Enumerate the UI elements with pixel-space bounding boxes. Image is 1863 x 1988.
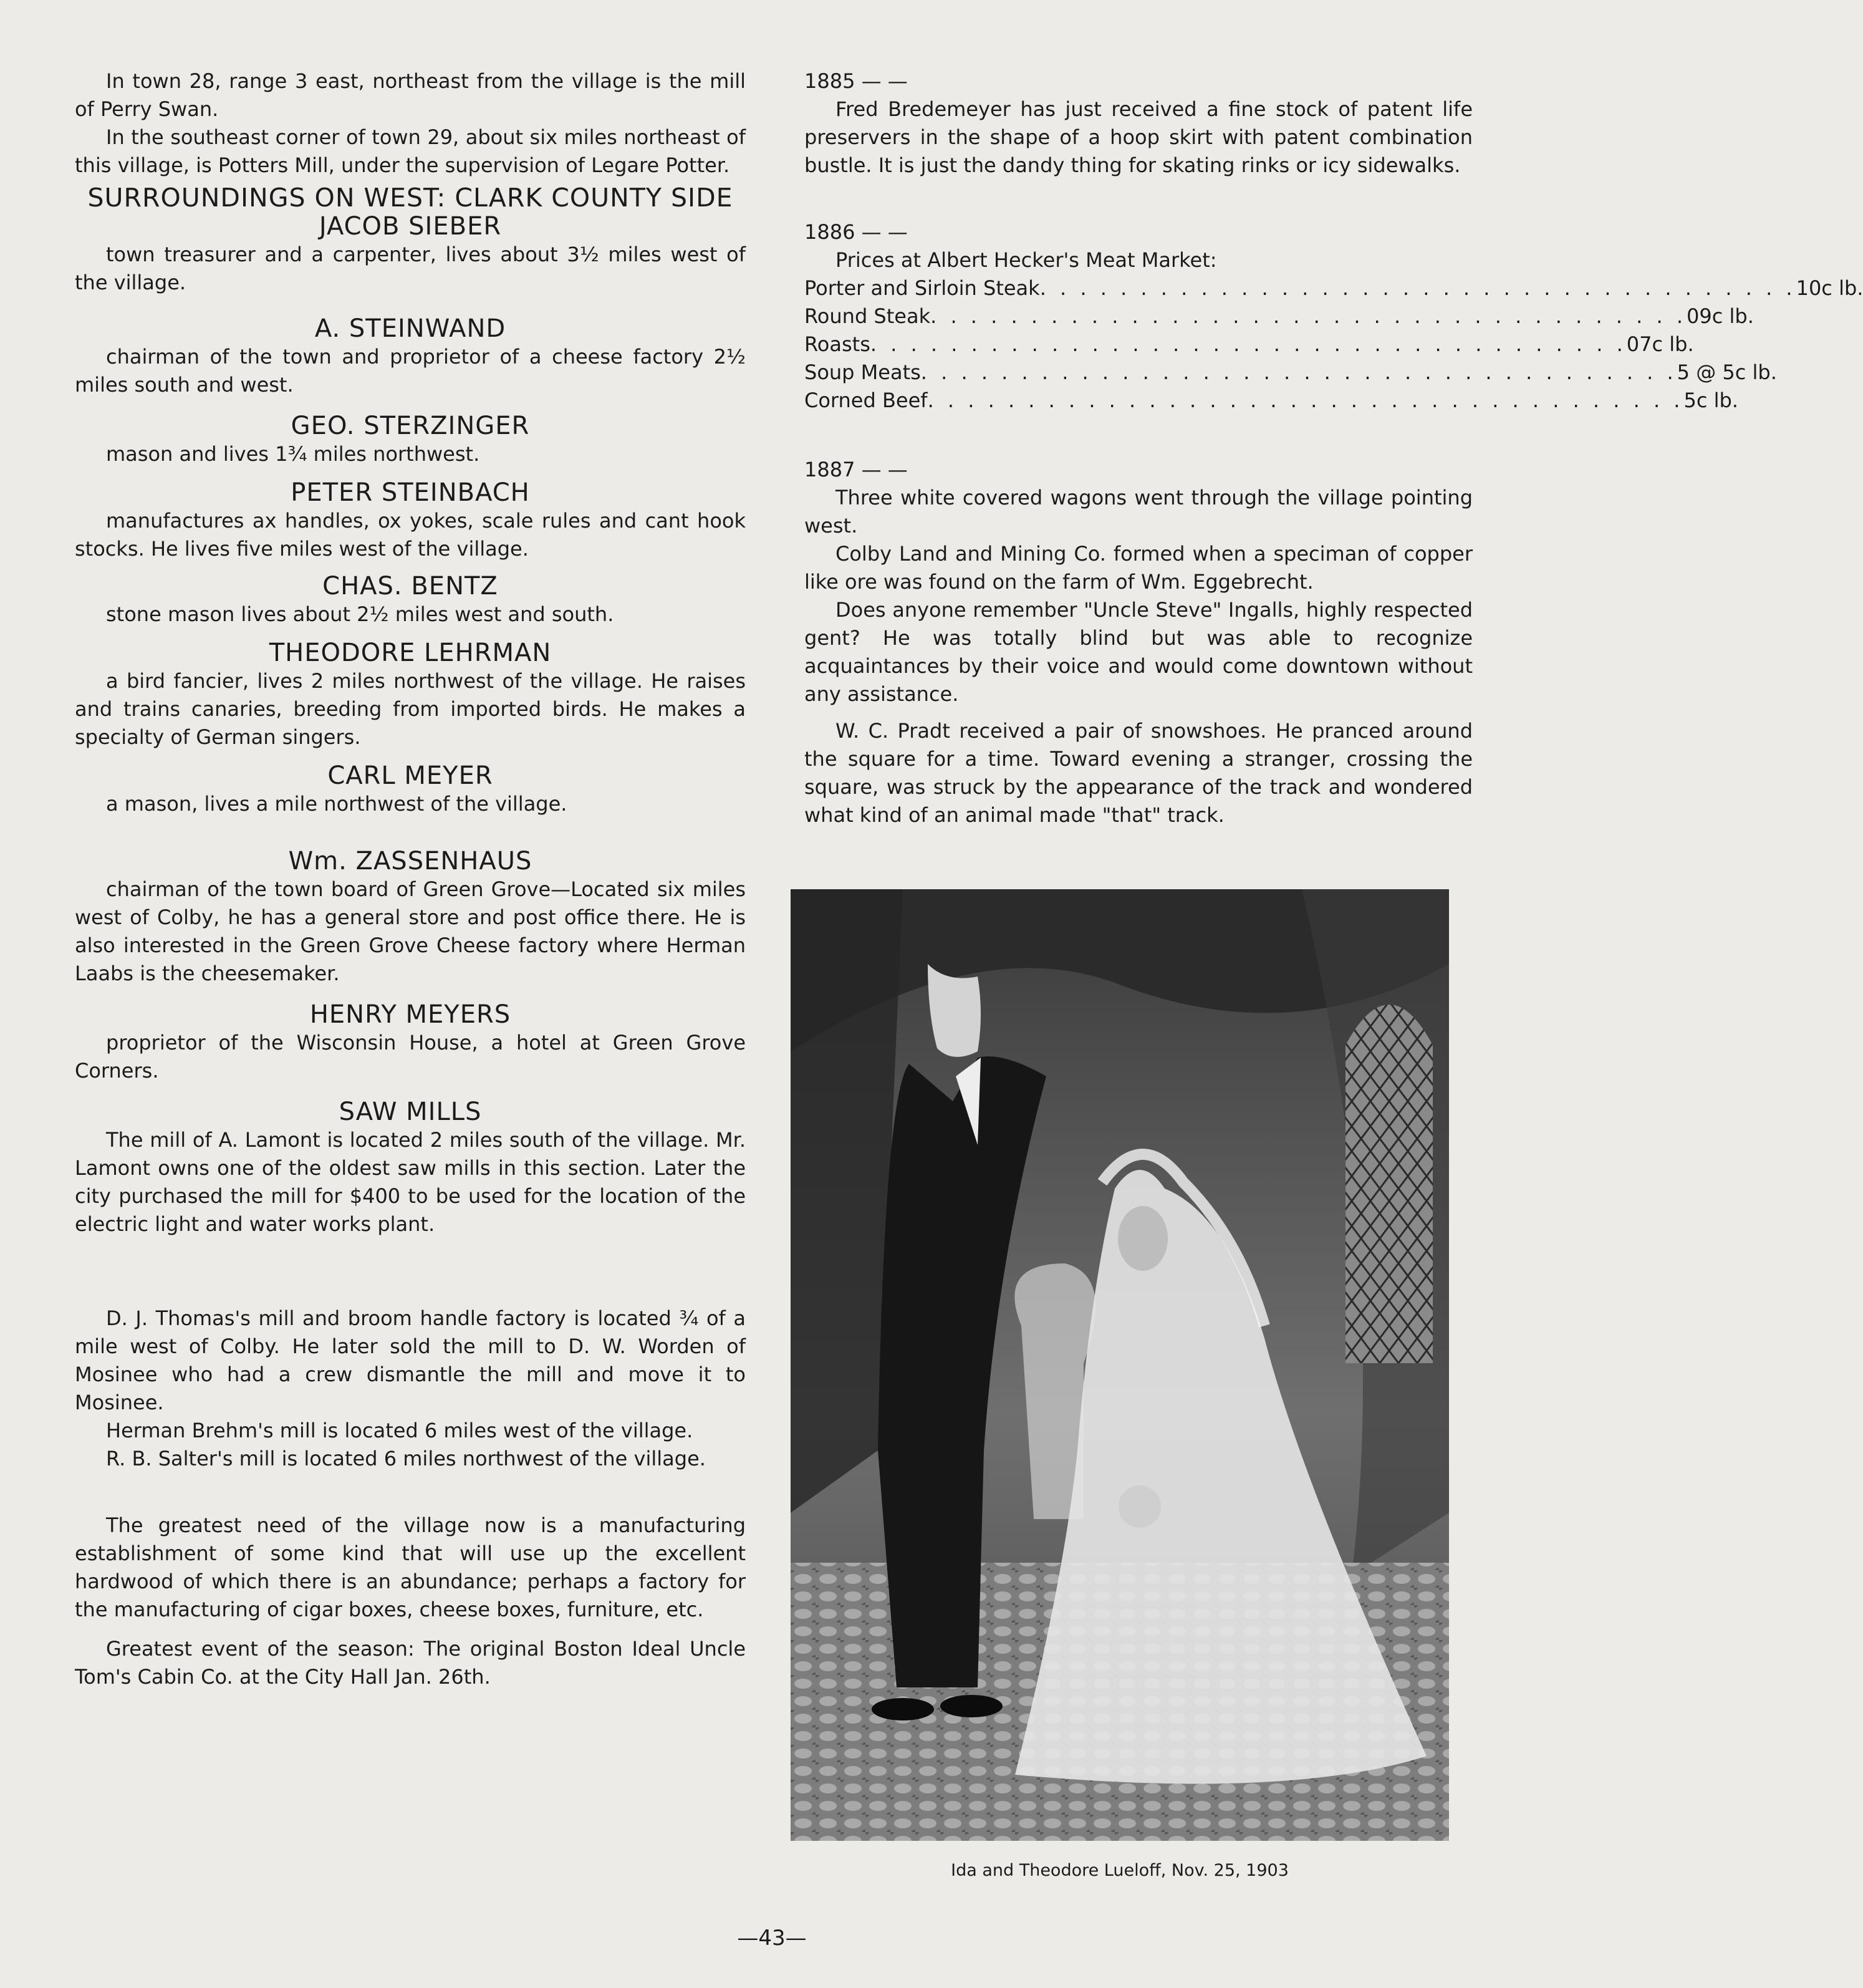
leader-dots: . . . . . . . . . . . . . . . . . . . . . . . . . . . . . . . . . . . . . . xyxy=(927,388,1684,412)
paragraph-1887: Colby Land and Mining Co. formed when a speciman of copper like ore was found on the farm of Wm. Eggebrecht. xyxy=(804,542,1473,594)
photo-caption: Ida and Theodore Lueloff, Nov. 25, 1903 xyxy=(951,1861,1289,1880)
entry-name: Wm. ZASSENHAUS xyxy=(288,847,532,876)
entry-name: CHAS. BENTZ xyxy=(322,572,498,601)
year-heading-1885: 1885 — — xyxy=(804,69,908,93)
price-item: Porter and Sirloin Steak xyxy=(804,276,1040,300)
year-heading-1886: 1886 — — xyxy=(804,220,908,244)
entry-text: a mason, lives a mile northwest of the village. xyxy=(106,792,567,816)
wedding-photo-illustration xyxy=(791,889,1449,1841)
entry-text: proprietor of the Wisconsin House, a hotel at Green Grove Corners. xyxy=(75,1031,746,1083)
leader-dots: . . . . . . . . . . . . . . . . . . . . . . . . . . . . . . . . . . . . . . xyxy=(1039,276,1796,300)
entry-name: HENRY MEYERS xyxy=(309,1000,511,1029)
price-item: Corned Beef xyxy=(804,388,928,412)
wedding-photo xyxy=(791,889,1449,1841)
price-value: 07c lb. xyxy=(1626,332,1694,356)
paragraph-perry-swan: In town 28, range 3 east, northeast from the village is the mill of Perry Swan. xyxy=(75,69,746,121)
entry-text: chairman of the town and proprietor of a cheese factory 2½ miles south and west. xyxy=(75,345,746,397)
saw-mills-paragraph: The mill of A. Lamont is located 2 miles south of the village. Mr. Lamont owns one of the oldest saw mills in this section. Later the city purchased the mill for $400 to be used for the location of the electric light and water works plant. xyxy=(75,1128,746,1236)
saw-mills-paragraph: Herman Brehm's mill is located 6 miles west of the village. xyxy=(106,1419,693,1442)
price-row xyxy=(804,331,1694,359)
price-row xyxy=(804,274,1863,302)
price-list xyxy=(804,274,1863,415)
entry-name: A. STEINWAND xyxy=(314,314,506,343)
leader-dots: . . . . . . . . . . . . . . . . . . . . . . . . . . . . . . . . . . . . . . xyxy=(930,304,1687,328)
entry-text: town treasurer and a carpenter, lives about 3½ miles west of the village. xyxy=(75,243,746,294)
price-item: Soup Meats xyxy=(804,360,921,384)
entry-text: stone mason lives about 2½ miles west and south. xyxy=(106,602,614,626)
paragraph-potters-mill: In the southeast corner of town 29, about six miles northeast of this village, is Potters Mill, under the supervision of Legare Potter. xyxy=(75,125,746,177)
price-row xyxy=(804,302,1754,331)
price-row xyxy=(804,359,1777,387)
paragraph-1887: Three white covered wagons went through the village pointing west. xyxy=(804,486,1473,538)
paragraph-1885: Fred Bredemeyer has just received a fine stock of patent life preservers in the shape of a hoop skirt with patent combination bustle. It is just the dandy thing for skating rinks or icy sidewalks. xyxy=(804,97,1473,177)
price-item: Roasts xyxy=(804,332,870,356)
price-value: 10c lb. xyxy=(1796,276,1863,300)
saw-mills-paragraph: R. B. Salter's mill is located 6 miles northwest of the village. xyxy=(106,1447,706,1470)
paragraph-1887: Does anyone remember "Uncle Steve" Ingalls, highly respected gent? He was totally blind but was able to recognize acquaintances by their voice and would come downtown without any assistance. xyxy=(804,598,1473,706)
paragraph-1887: W. C. Pradt received a pair of snowshoes. He pranced around the square for a time. Toward evening a stranger, crossing the square, was struck by the appearance of the track and wondered what kind of an animal made "that" track. xyxy=(804,719,1473,827)
entry-name: JACOB SIEBER xyxy=(319,212,502,241)
leader-dots: . . . . . . . . . . . . . . . . . . . . . . . . . . . . . . . . . . . . . . xyxy=(920,360,1677,384)
entry-text: a bird fancier, lives 2 miles northwest of the village. He raises and trains canaries, breeding from imported birds. He makes a specialty of German singers. xyxy=(75,669,746,749)
price-item: Round Steak xyxy=(804,304,931,328)
right-column xyxy=(804,67,1863,829)
entry-name: THEODORE LEHRMAN xyxy=(269,639,552,667)
entry-name: CARL MEYER xyxy=(327,761,493,790)
entry-text: manufactures ax handles, ox yokes, scale rules and cant hook stocks. He lives five miles west of the village. xyxy=(75,509,746,561)
section-title-surroundings-west: SURROUNDINGS ON WEST: CLARK COUNTY SIDE xyxy=(87,183,733,213)
left-column xyxy=(75,67,746,1691)
price-value: 5c lb. xyxy=(1683,388,1738,412)
price-value: 5 @ 5c lb. xyxy=(1677,360,1777,384)
entry-name: PETER STEINBACH xyxy=(291,478,530,507)
saw-mills-paragraph: Greatest event of the season: The original Boston Ideal Uncle Tom's Cabin Co. at the City Hall Jan. 26th. xyxy=(75,1637,746,1689)
paragraph-1886: Prices at Albert Hecker's Meat Market: xyxy=(835,248,1217,272)
year-heading-1887: 1887 — — xyxy=(804,458,908,481)
page-number: —43— xyxy=(737,1926,807,1951)
entry-text: chairman of the town board of Green Grove—Located six miles west of Colby, he has a general store and post office there. He is also interested in the Green Grove Cheese factory where Herman Laabs is the cheesemaker. xyxy=(75,877,746,985)
entry-name: GEO. STERZINGER xyxy=(291,412,530,440)
saw-mills-title: SAW MILLS xyxy=(339,1098,482,1126)
entry-text: mason and lives 1¾ miles northwest. xyxy=(106,442,480,466)
price-value: 09c lb. xyxy=(1687,304,1754,328)
saw-mills-paragraph: The greatest need of the village now is a manufacturing establishment of some kind that will use up the excellent hardwood of which there is an abundance; perhaps a factory for the manufacturing of cigar boxes, cheese boxes, furniture, etc. xyxy=(75,1513,746,1621)
saw-mills-paragraph: D. J. Thomas's mill and broom handle factory is located ¾ of a mile west of Colby. He later sold the mill to D. W. Worden of Mosinee who had a crew dismantle the mill and move it to Mosinee. xyxy=(75,1306,746,1414)
price-row xyxy=(804,387,1738,415)
leader-dots: . . . . . . . . . . . . . . . . . . . . . . . . . . . . . . . . . . . . . . xyxy=(870,332,1627,356)
